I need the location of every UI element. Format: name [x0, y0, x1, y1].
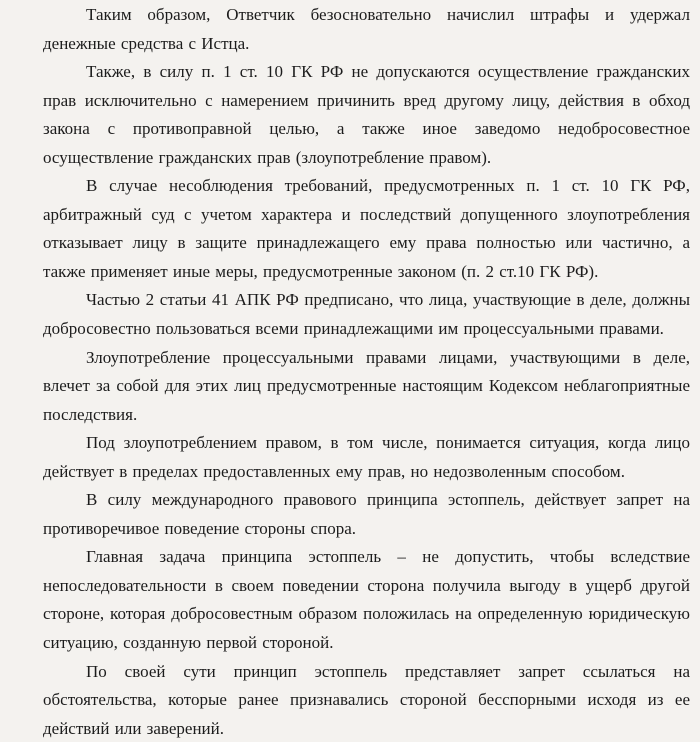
- paragraph: Также, в силу п. 1 ст. 10 ГК РФ не допускаются осуществление гражданских прав исключительно с намерением причинить вред другому лицу, действия в обход закона с противоправной целью, а также иное заведомо недобросовестное осуществление гражданских прав (злоупотребление правом).: [43, 62, 690, 167]
- paragraph: В силу международного правового принципа эстоппель, действует запрет на противоречивое поведение стороны спора.: [43, 490, 690, 538]
- paragraph: Главная задача принципа эстоппель – не допустить, чтобы вследствие непоследовательности в своем поведении сторона получила выгоду в ущерб другой стороне, которая добросовестным образом положилась на определенную юридическую ситуацию, созданную первой стороной.: [43, 547, 690, 653]
- paragraph: Злоупотребление процессуальными правами лицами, участвующими в деле, влечет за собой для этих лиц предусмотренные настоящим Кодексом неблагоприятные последствия.: [43, 347, 690, 424]
- paragraph: Частью 2 статьи 41 АПК РФ предписано, что лица, участвующие в деле, должны добросовестно пользоваться всеми принадлежащими им процессуальными правами.: [43, 290, 690, 339]
- paragraph: В случае несоблюдения требований, предусмотренных п. 1 ст. 10 ГК РФ, арбитражный суд с учетом характера и последствий допущенного злоупотребления отказывает лицу в защите принадлежащего ему права полностью или частично, а также применяет иные меры, предусмотренные законом (п. 2 ст.10 ГК РФ).: [43, 176, 690, 281]
- paragraph: По своей сути принцип эстоппель представляет запрет ссылаться на обстоятельства, которые ранее признавались стороной бесспорными исходя из ее действий или заверений.: [43, 661, 690, 738]
- paragraph: Под злоупотреблением правом, в том числе, понимается ситуация, когда лицо действует в пределах предоставленных ему прав, но недозволенным способом.: [43, 433, 690, 481]
- paragraph: Таким образом, Ответчик безосновательно начислил штрафы и удержал денежные средства с Истца.: [43, 5, 690, 53]
